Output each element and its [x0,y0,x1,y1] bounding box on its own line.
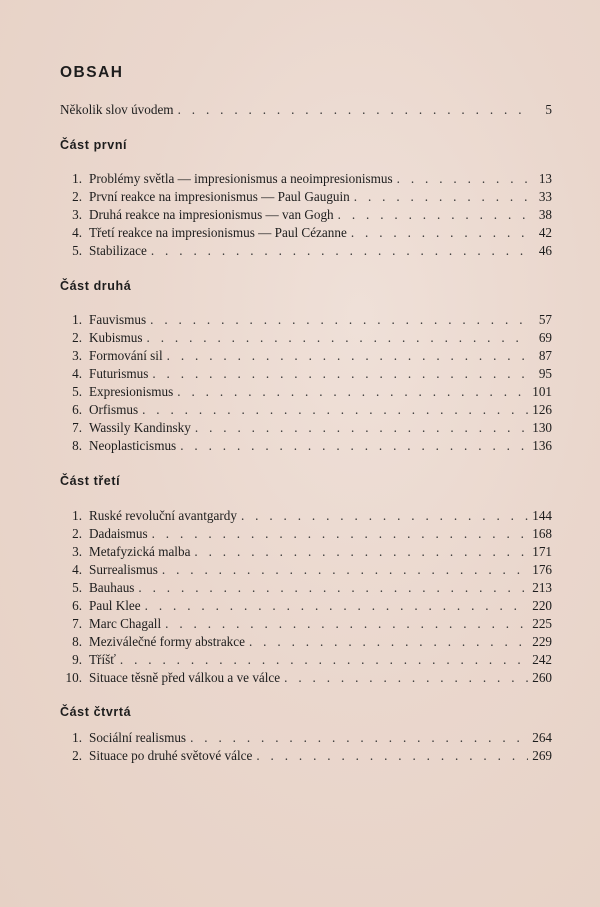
entry-number: 10. [65,670,82,685]
entry-number: 2. [72,189,82,204]
entry-number: 3. [72,348,82,363]
toc-entry [60,437,552,455]
toc-entry [60,669,552,687]
entry-number: 3. [72,544,82,559]
entry-title: Ruské revoluční avantgardy [89,508,237,523]
page-title: OBSAH [60,64,124,81]
entry-page: 95 [538,366,552,381]
entry-title: Expresionismus [89,384,174,399]
entry-title: Meziválečné formy abstrakce [89,634,245,649]
entry-page: 126 [532,402,552,417]
entry-number: 8. [72,634,82,649]
dot-leader [165,615,528,633]
entry-page: 264 [532,730,552,745]
entry-number: 6. [72,598,82,613]
entry-title: Futurismus [89,366,149,381]
entry-page: 38 [538,207,552,222]
dot-leader [194,543,528,561]
dot-leader [190,729,528,747]
dot-leader [151,242,528,260]
toc-entry [60,579,552,597]
entry-number: 1. [72,508,82,523]
dot-leader [256,747,528,765]
part-heading-2: Část druhá [60,279,132,293]
entry-title: Tříšť [89,652,116,667]
toc-entry [60,224,552,242]
toc-entry [60,561,552,579]
toc-entry [60,401,552,419]
toc-entry [60,206,552,224]
dot-leader [162,561,528,579]
toc-entry [60,347,552,365]
dot-leader [147,329,529,347]
entry-title: Surrealismus [89,562,158,577]
entry-page: 130 [532,420,552,435]
dot-leader [241,507,528,525]
entry-page: 213 [532,580,552,595]
entry-title: Problémy světla — impresionismus a neoimpresionismus [89,171,393,186]
toc-entry-intro [60,101,552,119]
entry-title: Situace těsně před válkou a ve válce [89,670,281,685]
dot-leader [150,311,528,329]
entry-title: Třetí reakce na impresionismus — Paul Cézanne [89,225,347,240]
entry-number: 4. [72,225,82,240]
entry-title: Neoplasticismus [89,438,177,453]
entry-number: 8. [72,438,82,453]
dot-leader [142,401,528,419]
toc-entry [60,329,552,347]
entry-number: 4. [72,562,82,577]
entry-title: Několik slov úvodem [60,102,174,117]
toc-entry [60,311,552,329]
dot-leader [195,419,528,437]
entry-page: 220 [532,598,552,613]
toc-entry [60,597,552,615]
entry-title: Druhá reakce na impresionismus — van Gogh [89,207,334,222]
dot-leader [354,188,528,206]
entry-page: 46 [538,243,552,258]
entry-page: 242 [532,652,552,667]
entry-page: 225 [532,616,552,631]
entry-page: 42 [538,225,552,240]
entry-title: Metafyzická malba [89,544,191,559]
toc-entry [60,543,552,561]
entry-title: Marc Chagall [89,616,162,631]
toc-entry [60,242,552,260]
entry-page: 136 [532,438,552,453]
toc-entry [60,615,552,633]
dot-leader [249,633,528,651]
dot-leader [167,347,528,365]
dot-leader [351,224,528,242]
toc-entry [60,729,552,747]
toc-entry [60,170,552,188]
entry-page: 33 [538,189,552,204]
dot-leader [120,651,528,669]
toc-entry [60,525,552,543]
dot-leader [397,170,528,188]
part-heading-4: Část čtvrtá [60,705,132,719]
entry-number: 7. [72,616,82,631]
dot-leader [284,669,528,687]
dot-leader [177,383,528,401]
entry-number: 3. [72,207,82,222]
entry-title: Kubismus [89,330,143,345]
entry-page: 229 [532,634,552,649]
entry-title: Stabilizace [89,243,147,258]
entry-number: 7. [72,420,82,435]
entry-number: 5. [72,580,82,595]
toc-entry [60,633,552,651]
entry-title: Wassily Kandinsky [89,420,191,435]
dot-leader [138,579,528,597]
entry-title: Situace po druhé světové válce [89,748,253,763]
dot-leader [152,525,528,543]
dot-leader [152,365,528,383]
entry-page: 171 [532,544,552,559]
entry-title: Dadaismus [89,526,148,541]
entry-number: 5. [72,243,82,258]
dot-leader [338,206,528,224]
entry-number: 2. [72,330,82,345]
entry-number: 1. [72,730,82,745]
part-heading-3: Část třetí [60,474,121,488]
entry-title: Formování sil [89,348,163,363]
entry-title: Fauvismus [89,312,147,327]
toc-entry [60,188,552,206]
entry-number: 2. [72,748,82,763]
entry-number: 4. [72,366,82,381]
dot-leader [180,437,528,455]
entry-page: 168 [532,526,552,541]
entry-title: Orfismus [89,402,139,417]
entry-number: 6. [72,402,82,417]
toc-entry [60,365,552,383]
entry-number: 5. [72,384,82,399]
entry-number: 2. [72,526,82,541]
entry-title: Sociální realismus [89,730,187,745]
entry-title: Paul Klee [89,598,141,613]
toc-entry [60,651,552,669]
entry-page: 269 [532,748,552,763]
entry-page: 69 [538,330,552,345]
entry-title: Bauhaus [89,580,135,595]
entry-number: 1. [72,171,82,186]
entry-title: První reakce na impresionismus — Paul Gauguin [89,189,350,204]
dot-leader [145,597,528,615]
toc-entry [60,507,552,525]
entry-page: 101 [532,384,552,399]
entry-number: 9. [72,652,82,667]
toc-entry [60,383,552,401]
toc-entry [60,747,552,765]
entry-page: 13 [538,171,552,186]
part-heading-1: Část první [60,138,128,152]
entry-page: 5 [545,102,552,117]
entry-number: 1. [72,312,82,327]
entry-page: 260 [532,670,552,685]
entry-page: 176 [532,562,552,577]
entry-page: 87 [538,348,552,363]
dot-leader [178,101,528,119]
entry-page: 57 [538,312,552,327]
entry-page: 144 [532,508,552,523]
toc-entry [60,419,552,437]
